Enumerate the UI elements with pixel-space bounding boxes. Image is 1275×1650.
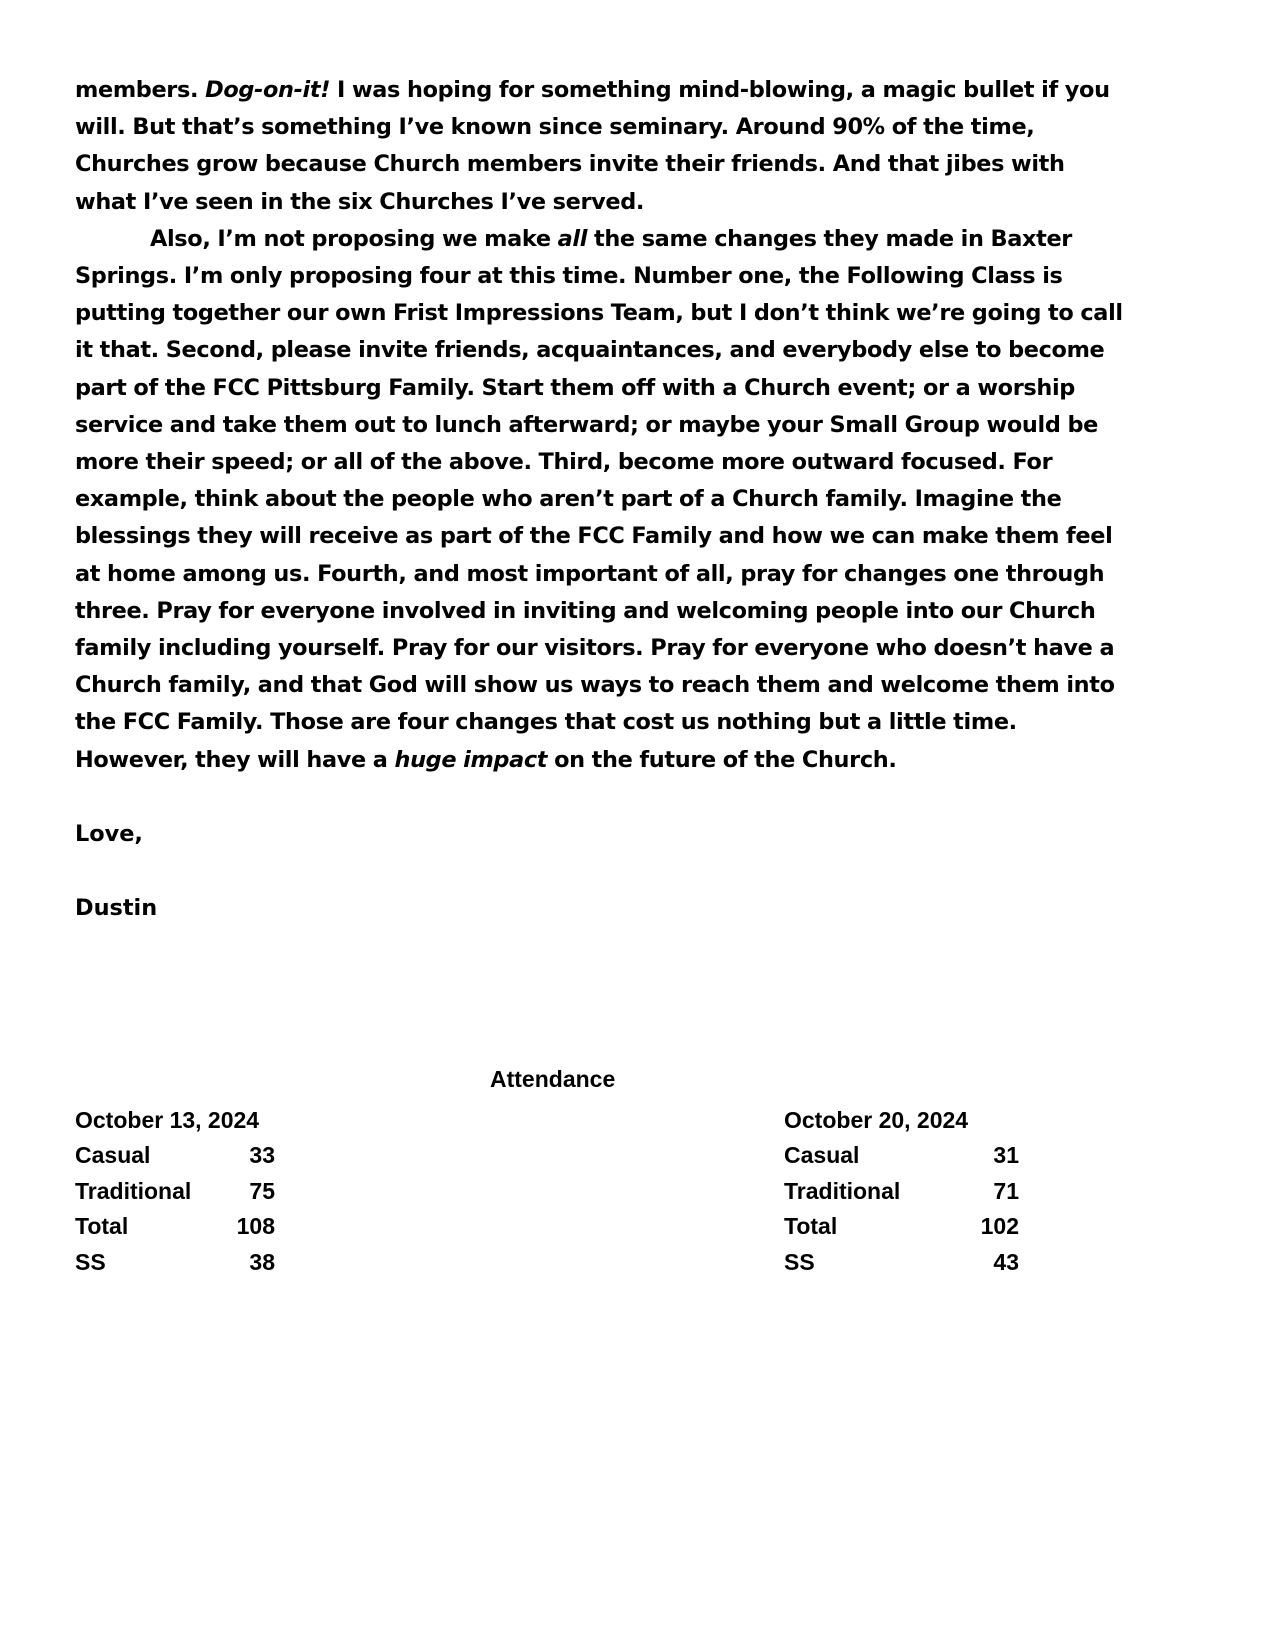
text-line bbox=[75, 221, 1215, 258]
row-value: 71 bbox=[993, 1177, 1019, 1204]
attendance-row-traditional bbox=[75, 1174, 275, 1210]
text-line: what I’ve seen in the six Churches I’ve served. bbox=[75, 188, 645, 215]
letter-body bbox=[75, 72, 1215, 928]
text-line: the FCC Family. Those are four changes that cost us nothing but a little time. bbox=[75, 709, 1017, 736]
attendance-row-ss bbox=[784, 1245, 1019, 1281]
attendance-title: Attendance bbox=[490, 1066, 616, 1092]
text-span: I was hoping for something mind-blowing, a magic bullet if you bbox=[330, 77, 1110, 103]
row-value: 75 bbox=[249, 1177, 275, 1204]
text-line: service and take them out to lunch afterward; or maybe your Small Group would be bbox=[75, 411, 1098, 438]
text-line bbox=[75, 72, 1215, 109]
text-line: Churches grow because Church members invite their friends. And that jibes with bbox=[75, 151, 1065, 178]
row-label: Casual bbox=[784, 1142, 860, 1168]
text-line: it that. Second, please invite friends, acquaintances, and everybody else to become bbox=[75, 337, 1105, 364]
row-label: Traditional bbox=[75, 1177, 192, 1204]
attendance-row-casual bbox=[75, 1138, 275, 1174]
attendance-date: October 20, 2024 bbox=[784, 1107, 969, 1133]
attendance-row-traditional bbox=[784, 1174, 1019, 1210]
closing: Love, bbox=[75, 821, 143, 848]
text-line: blessings they will receive as part of the FCC Family and how we can make them feel bbox=[75, 523, 1113, 550]
text-line bbox=[75, 742, 1215, 779]
text-line: at home among us. Fourth, and most important of all, pray for changes one through bbox=[75, 560, 1105, 587]
attendance-row-ss bbox=[75, 1245, 275, 1281]
row-value: 31 bbox=[993, 1142, 1019, 1168]
row-value: 102 bbox=[980, 1213, 1019, 1239]
text-line: more their speed; or all of the above. Third, become more outward focused. For bbox=[75, 449, 1053, 476]
text-line: family including yourself. Pray for our visitors. Pray for everyone who doesn’t have a bbox=[75, 635, 1115, 662]
text-line: Springs. I’m only proposing four at this time. Number one, the Following Class is bbox=[75, 263, 1063, 290]
spacer bbox=[75, 853, 1215, 890]
spacer bbox=[75, 779, 1215, 816]
italic-text: huge impact bbox=[394, 746, 548, 773]
attendance-row-casual bbox=[784, 1138, 1019, 1174]
letter-text bbox=[75, 72, 1215, 779]
text-line: will. But that’s something I’ve known since seminary. Around 90% of the time, bbox=[75, 114, 1035, 141]
attendance-row-total bbox=[75, 1209, 275, 1245]
row-value: 33 bbox=[249, 1142, 275, 1168]
italic-text: all bbox=[557, 225, 588, 252]
text-line: putting together our own Frist Impressions Team, but I don’t think we’re going to call bbox=[75, 300, 1123, 327]
row-label: Total bbox=[75, 1213, 129, 1239]
row-value: 108 bbox=[236, 1213, 275, 1239]
italic-text: Dog-on-it! bbox=[205, 77, 331, 103]
row-label: Total bbox=[784, 1213, 838, 1239]
text-line: three. Pray for everyone involved in inviting and welcoming people into our Church bbox=[75, 597, 1096, 624]
text-span: on the future of the Church. bbox=[547, 746, 897, 773]
attendance-row-total bbox=[784, 1209, 1019, 1245]
attendance-week-oct-13 bbox=[75, 1102, 275, 1280]
row-value: 38 bbox=[249, 1248, 275, 1275]
text-span: Also, I’m not proposing we make bbox=[150, 225, 558, 252]
row-label: SS bbox=[784, 1248, 815, 1275]
text-span: the same changes they made in Baxter bbox=[587, 225, 1072, 252]
text-line: Church family, and that God will show us ways to reach them and welcome them into bbox=[75, 672, 1115, 699]
row-label: Casual bbox=[75, 1142, 151, 1168]
attendance-week-oct-20 bbox=[784, 1102, 1019, 1280]
signature: Dustin bbox=[75, 895, 158, 922]
attendance-date: October 13, 2024 bbox=[75, 1107, 260, 1133]
text-line: part of the FCC Pittsburg Family. Start them off with a Church event; or a worship bbox=[75, 374, 1075, 401]
text-line: example, think about the people who aren’t part of a Church family. Imagine the bbox=[75, 486, 1062, 513]
attendance-section bbox=[75, 1066, 1075, 1286]
text-span: members. bbox=[75, 77, 206, 103]
text-span: However, they will have a bbox=[75, 746, 395, 773]
row-value: 43 bbox=[993, 1248, 1019, 1275]
row-label: Traditional bbox=[784, 1177, 901, 1204]
row-label: SS bbox=[75, 1248, 106, 1275]
